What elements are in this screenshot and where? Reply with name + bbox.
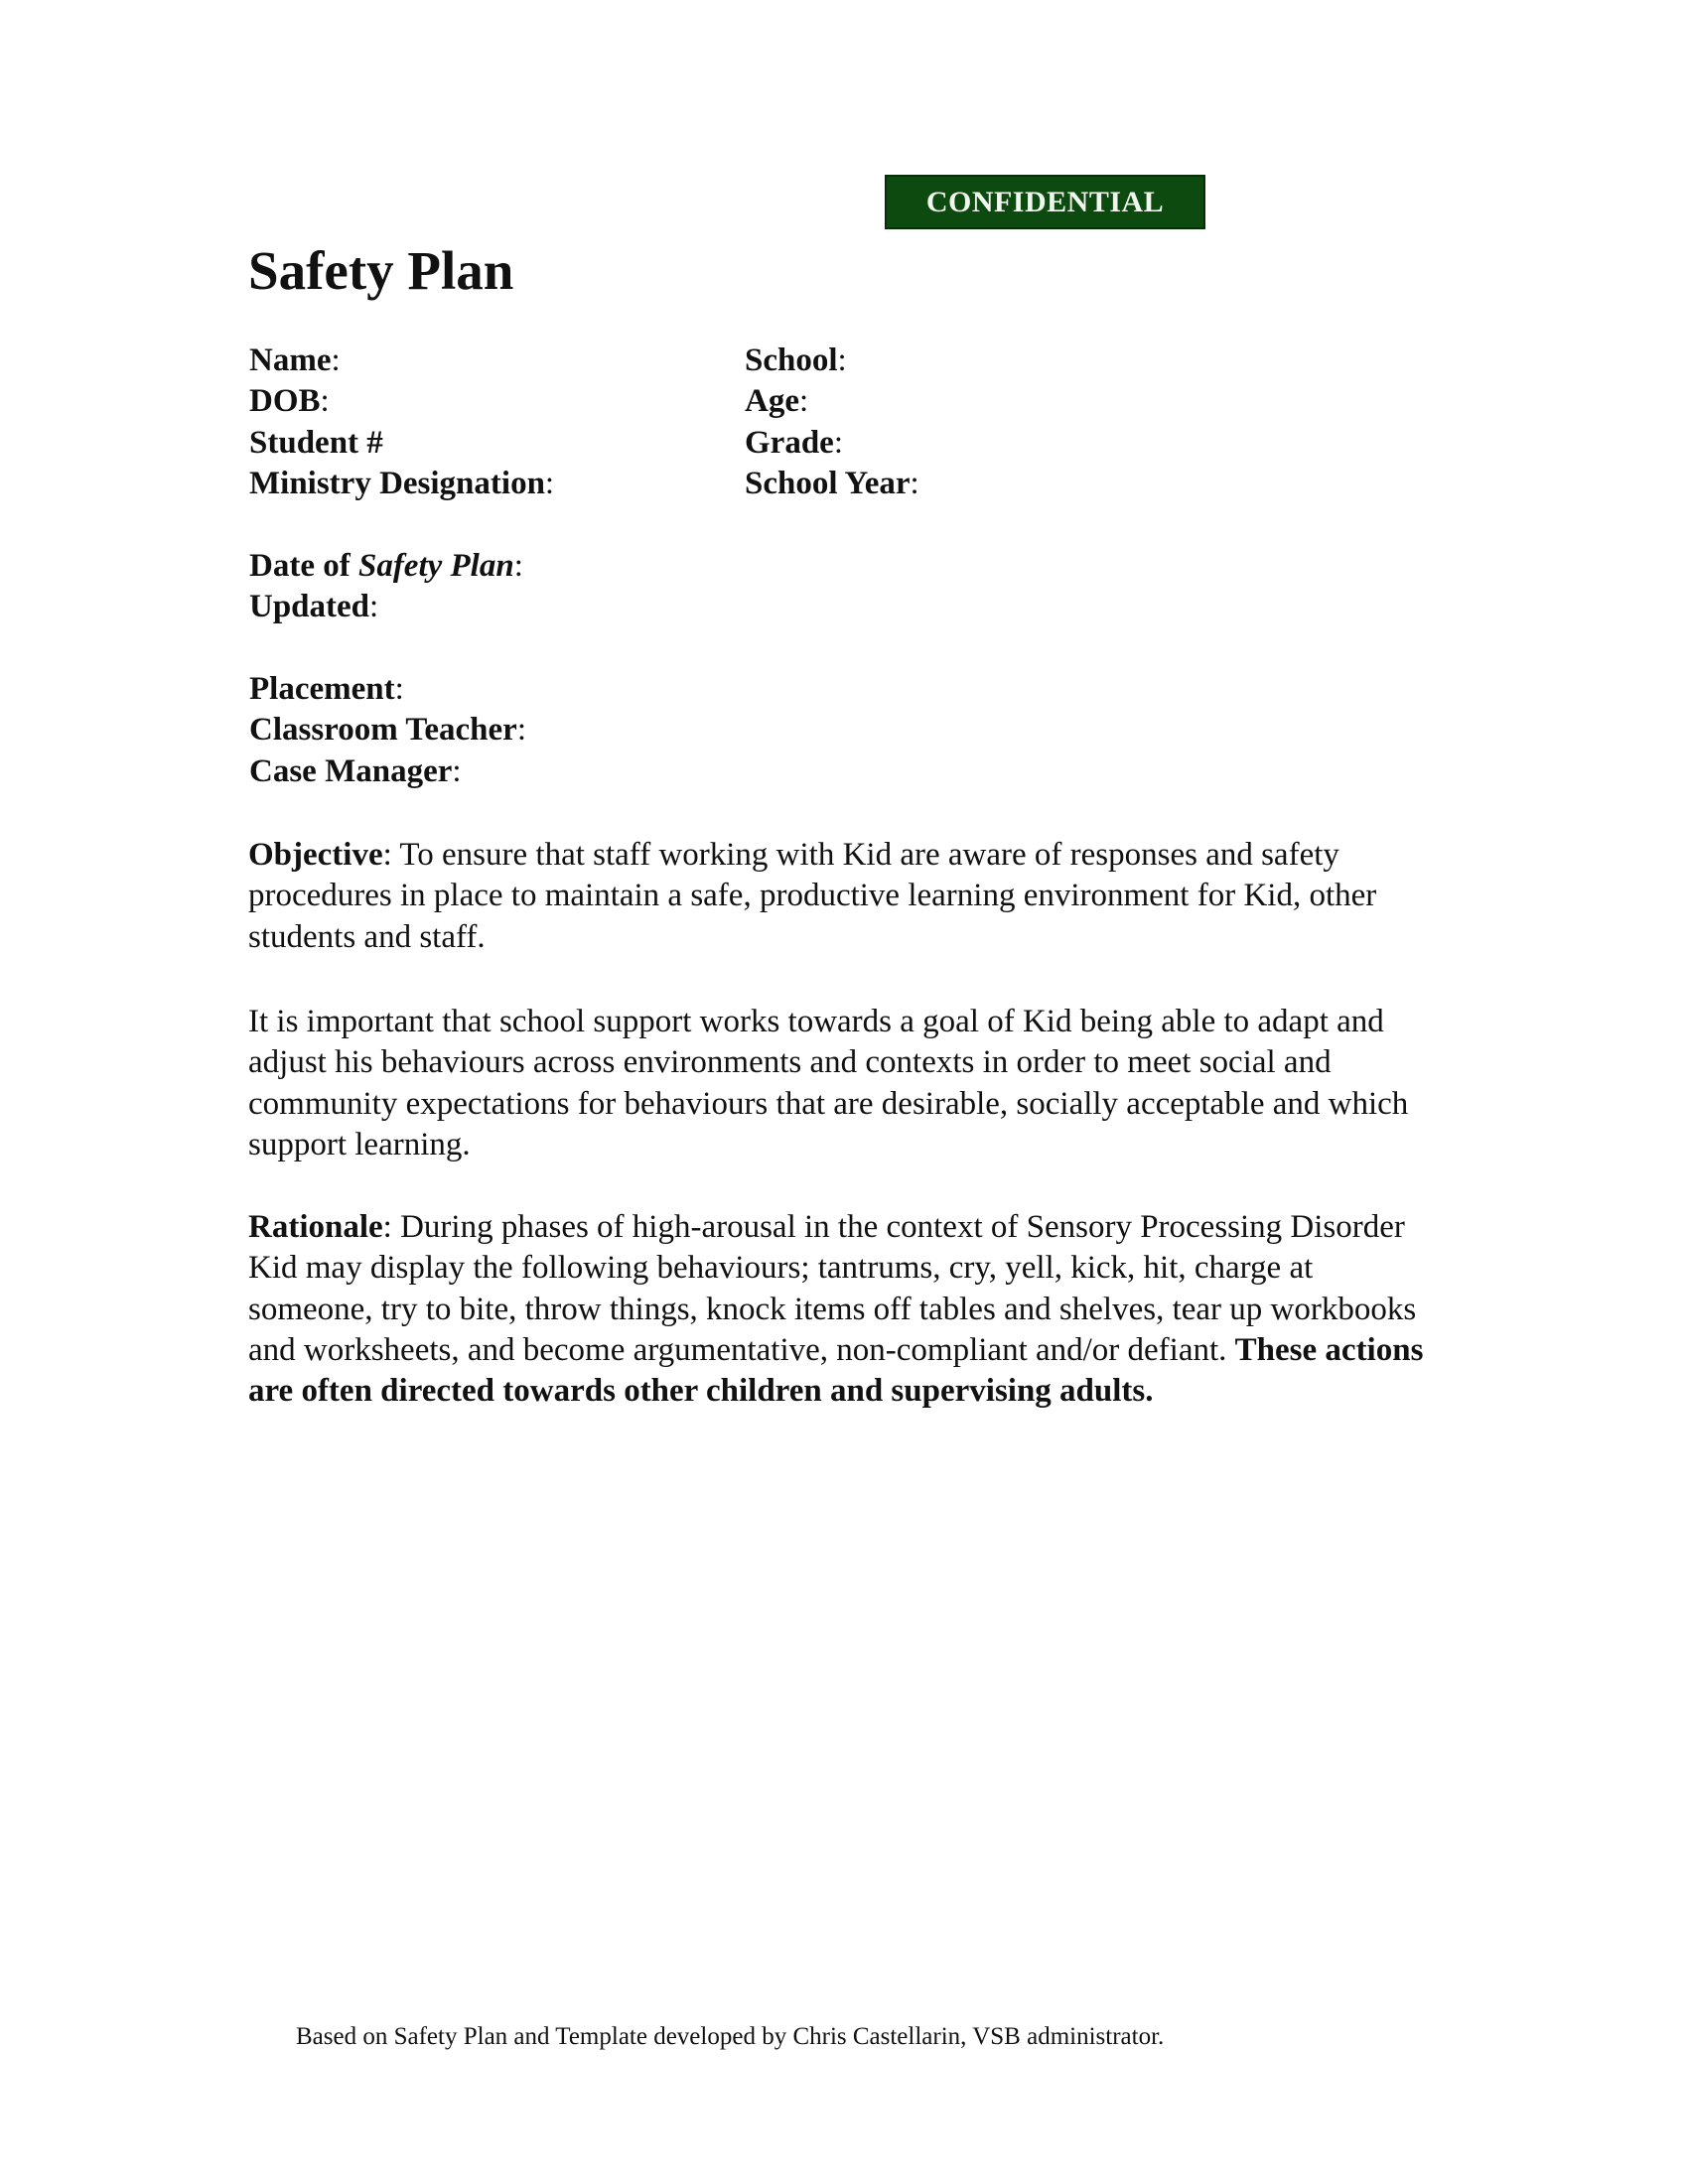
objective-paragraph: Objective: To ensure that staff working with Kid are aware of responses and safety procedures in place to maintain a safe, productive learning environment for Kid, other students and staff. <box>248 837 1377 955</box>
rationale-emphasis: These actions <box>1234 1331 1424 1368</box>
footer-credit: Based on Safety Plan and Template developed by Chris Castellarin, VSB administrator. <box>296 2023 1165 2050</box>
field-updated: Updated: <box>249 589 379 625</box>
field-school-year: School Year: <box>745 465 919 501</box>
field-date-of-plan: Date of Safety Plan: <box>249 548 523 584</box>
field-age: Age: <box>745 383 809 420</box>
rationale-paragraph: Rationale: During phases of high-arousal in the context of Sensory Processing Disorder Kid may display the following behaviours; tantrums, cry, yell, kick, hit, charge at someone, try to bite, throw things, knock items off tables and shelves, tear up workbooks and worksheets, and become argumentative, non-compliant and/or defiant. These actions are often directed towards other children and supervising adults. <box>248 1207 1440 1412</box>
field-placement: Placement: <box>249 671 404 707</box>
field-dob: DOB: <box>249 383 330 420</box>
importance-paragraph: It is important that school support works towards a goal of Kid being able to adapt and adjust his behaviours across environments and contexts in order to meet social and community expectations for behaviours that are desirable, socially acceptable and which support learning. <box>248 1004 1409 1162</box>
field-school: School: <box>745 342 847 378</box>
rationale-label: Rationale <box>248 1209 383 1245</box>
field-grade: Grade: <box>745 424 843 461</box>
staff-info <box>249 669 526 792</box>
page-title: Safety Plan <box>248 240 514 301</box>
field-ministry-designation: Ministry Designation: <box>249 465 555 501</box>
rationale-emphasis-continued: are often directed towards other children and supervising adults. <box>248 1373 1154 1410</box>
field-student-number: Student # <box>249 424 383 461</box>
confidential-label: CONFIDENTIAL <box>925 185 1165 218</box>
field-classroom-teacher: Classroom Teacher: <box>249 712 526 749</box>
student-info-right <box>745 341 919 504</box>
plan-dates <box>249 546 523 628</box>
confidential-badge <box>885 175 1205 229</box>
field-case-manager: Case Manager: <box>249 752 462 789</box>
objective-label: Objective <box>248 837 383 873</box>
field-name: Name: <box>249 342 341 378</box>
student-info-left <box>249 341 554 504</box>
